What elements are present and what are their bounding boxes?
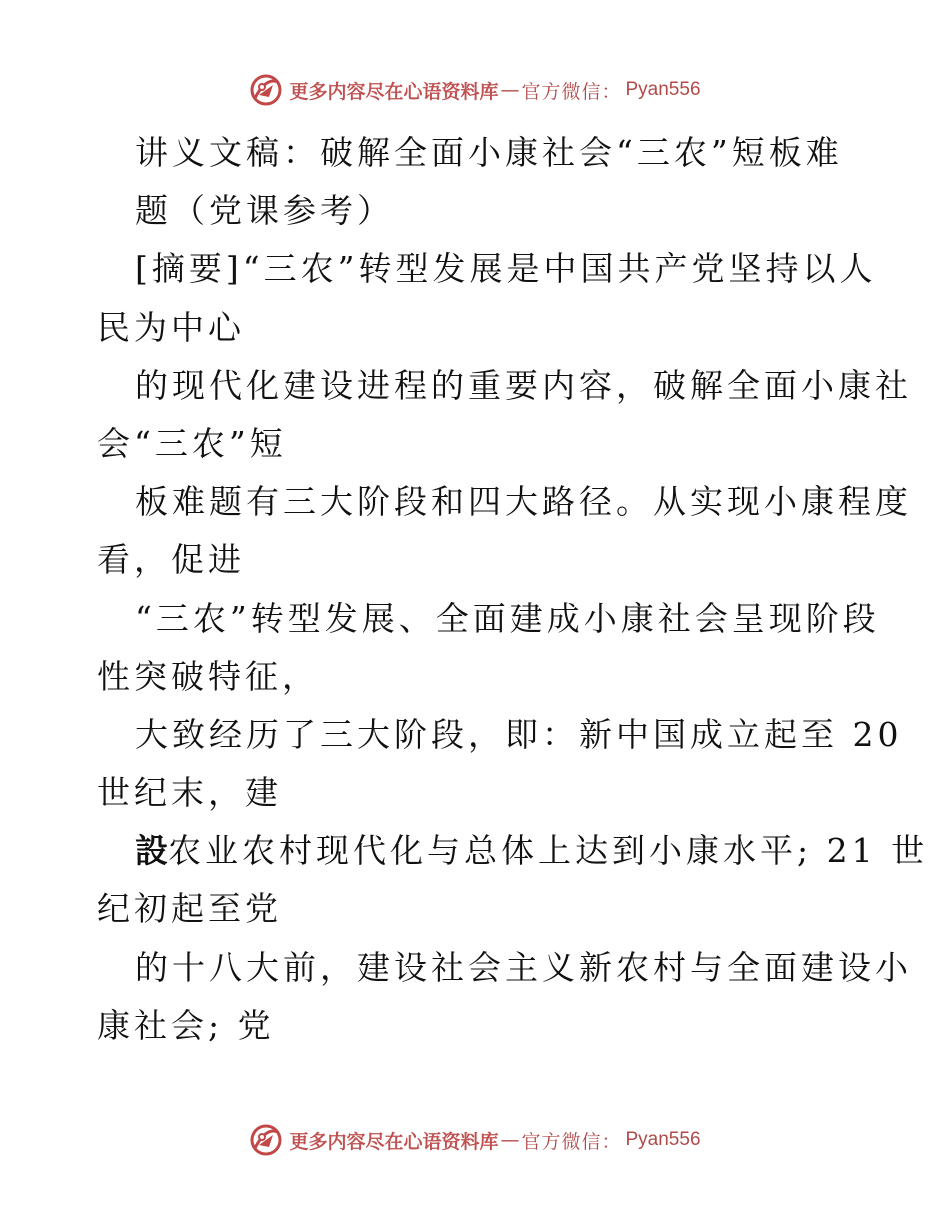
brand-logo-icon (249, 1123, 283, 1157)
doc-paragraph-line: 大致经历了三大阶段，即：新中国成立起至 20 (135, 714, 903, 754)
header-wechat-id: Pyan556 (625, 79, 701, 100)
doc-line-remainder: 农业农村现代化与总体上达到小康水平; 21 世 (168, 831, 929, 871)
doc-paragraph-line: 板难题有三大阶段和四大路径。从实现小康程度 (135, 482, 912, 522)
doc-paragraph-line: 的十八大前，建设社会主义新农村与全面建设小 (135, 947, 912, 987)
footer-banner (0, 1122, 950, 1158)
footer-wechat-id: Pyan556 (625, 1129, 701, 1150)
footer-official-label: 官方微信： (521, 1130, 622, 1153)
doc-paragraph-line: 看，促进 (97, 540, 245, 580)
header-dash: — (500, 79, 520, 101)
doc-lead-character: 設 (135, 831, 168, 871)
footer-brand-text: 更多内容尽在心语资料库 (289, 1130, 499, 1153)
header-banner (0, 72, 950, 108)
doc-paragraph-line: 康社会; 党 (97, 1005, 275, 1045)
doc-paragraph-line-with-lead (97, 822, 929, 880)
doc-paragraph-line: 会“三农”短 (97, 423, 287, 463)
doc-paragraph-line: 性突破特征， (97, 656, 319, 696)
footer-banner-text (289, 1127, 700, 1154)
doc-title-line-1: 讲义文稿：破解全面小康社会“三农”短板难 (135, 133, 843, 172)
brand-logo-icon (249, 73, 283, 107)
doc-paragraph-line: “三农”转型发展、全面建成小康社会呈现阶段 (135, 598, 880, 638)
footer-dash: — (500, 1129, 520, 1151)
header-official-label: 官方微信： (521, 80, 622, 103)
header-brand-text: 更多内容尽在心语资料库 (289, 80, 499, 103)
doc-title-line-2: 题（党课参考） (135, 191, 394, 231)
document-body (97, 124, 929, 1055)
doc-paragraph-line: 的现代化建设进程的重要内容，破解全面小康社 (135, 365, 912, 405)
header-banner-text (289, 77, 700, 104)
doc-paragraph-line: 民为中心 (97, 307, 245, 347)
doc-paragraph-line: 世纪末，建 (97, 773, 282, 813)
doc-paragraph-line: [摘要]“三农”转型发展是中国共产党坚持以人 (135, 249, 877, 289)
doc-paragraph-line: 纪初起至党 (97, 889, 282, 929)
